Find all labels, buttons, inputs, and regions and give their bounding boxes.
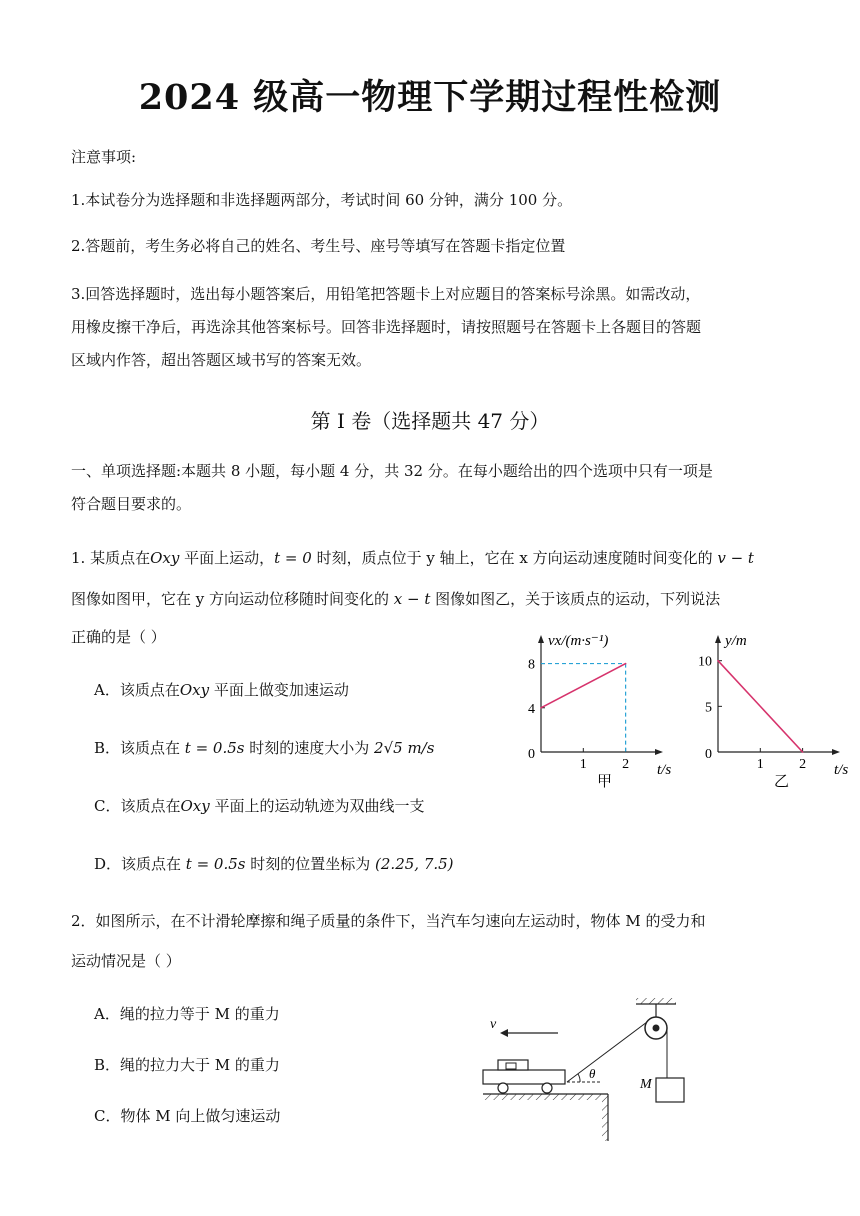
part1-instruction: 一、单项选择题:本题共 8 小题，每小题 4 分，共 32 分。在每小题给出的四个选项中只有一项是: [71, 462, 713, 480]
option-text: A．该质点在: [94, 681, 180, 699]
q1-math: v − t: [717, 549, 754, 567]
q2-option-c[interactable]: C．物体 M 向上做匀速运动: [94, 1107, 281, 1125]
x-axis-arrow-icon: [655, 749, 663, 755]
theta-label: θ: [589, 1066, 596, 1081]
ceiling-hatch: [636, 998, 676, 1004]
section-title: 第 I 卷（选择题共 47 分）: [310, 409, 550, 433]
origin-label: 0: [705, 747, 712, 762]
q1-stem-line2: [71, 588, 720, 609]
option-math: (2.25, 7.5): [375, 855, 454, 873]
q1-option-c[interactable]: [94, 795, 425, 816]
option-text: 平面上的运动轨迹为双曲线一支: [209, 797, 425, 815]
q1-option-b[interactable]: [94, 737, 434, 758]
notice-item-3: 3.回答选择题时，选出每小题答案后，用铅笔把答题卡上对应题目的答案标号涂黑。如需改动，: [71, 285, 701, 303]
q1-stem-line1: [71, 547, 754, 568]
data-point: [717, 660, 719, 662]
notice-item-3-cont: 用橡皮擦干净后，再选涂其他答案标号。回答非选择题时，请按照题号在答题卡上各题目的答题: [71, 318, 702, 336]
angle-arc: [578, 1074, 580, 1082]
y-axis-arrow-icon: [538, 635, 544, 643]
q1-option-a[interactable]: [94, 679, 349, 700]
notice-item-1: 1.本试卷分为选择题和非选择题两部分，考试时间 60 分钟，满分 100 分。: [71, 191, 573, 209]
option-math: t = 0.5s: [184, 739, 245, 757]
data-point: [625, 663, 627, 665]
velocity-label: v: [490, 1017, 497, 1032]
x-axis-label: t/s: [834, 762, 849, 778]
y-axis-arrow-icon: [715, 635, 721, 643]
pulley-axle: [653, 1025, 660, 1032]
option-math: Oxy: [179, 681, 210, 699]
series-line: [541, 664, 626, 708]
yt-chart: [685, 620, 860, 795]
chart-caption: 甲: [596, 774, 612, 790]
q1-math: Oxy: [150, 549, 180, 567]
option-text: 平面上做变加速运动: [209, 681, 349, 699]
option-math: 2√5 m/s: [374, 739, 435, 757]
block-m: [656, 1078, 684, 1102]
y-tick-label: 5: [705, 700, 712, 716]
q1-math: t = 0: [274, 549, 312, 567]
q2-option-b[interactable]: B．绳的拉力大于 M 的重力: [94, 1056, 280, 1074]
x-tick-label: 2: [622, 757, 630, 772]
q1-text: 图像如图甲，它在 y 方向运动位移随时间变化的: [71, 590, 394, 608]
q2-stem-line2: 运动情况是（ ）: [71, 952, 181, 970]
x-tick-label: 1: [756, 757, 764, 772]
part1-instruction-cont: 符合题目要求的。: [71, 495, 192, 513]
y-tick-label: 4: [528, 701, 535, 717]
q1-stem-line3: 正确的是（ ）: [71, 628, 166, 646]
arrow-head-icon: [500, 1029, 508, 1037]
x-axis-arrow-icon: [832, 749, 840, 755]
origin-label: 0: [528, 747, 535, 762]
option-text: B．该质点在: [94, 739, 185, 757]
data-point: [540, 707, 542, 709]
q1-text: 时刻，质点位于 y 轴上，它在 x 方向运动速度随时间变化的: [311, 549, 718, 567]
pulley-figure: [470, 996, 700, 1146]
notice-heading: 注意事项:: [71, 148, 137, 166]
car-body: [483, 1070, 565, 1084]
option-math: Oxy: [180, 797, 210, 815]
vt-chart: [505, 620, 685, 795]
q1-option-d[interactable]: [94, 853, 454, 874]
x-tick-label: 1: [579, 757, 587, 772]
series-line: [718, 661, 803, 752]
option-text: D．该质点在: [94, 855, 186, 873]
data-point: [802, 751, 804, 753]
q1-text: 1. 某质点在: [71, 549, 151, 567]
y-axis-label: vx/(m·s⁻¹): [548, 633, 609, 649]
chart-caption: 乙: [773, 774, 789, 790]
car-wheel: [542, 1083, 552, 1093]
option-text: 时刻的速度大小为: [244, 739, 375, 757]
notice-item-2: 2.答题前，考生务必将自己的姓名、考生号、座号等填写在答题卡指定位置: [71, 237, 566, 255]
rope-slanted: [567, 1022, 647, 1082]
mass-label: M: [640, 1077, 652, 1092]
car-window: [506, 1063, 516, 1069]
notice-item-3-cont2: 区域内作答，超出答题区域书写的答案无效。: [71, 351, 372, 369]
y-tick-label: 8: [528, 657, 535, 673]
y-axis-label: y/m: [725, 633, 747, 649]
q1-text: 图像如图乙，关于该质点的运动，下列说法: [430, 590, 721, 608]
option-text: 时刻的位置坐标为: [245, 855, 376, 873]
x-axis-label: t/s: [657, 762, 672, 778]
page-title: 2024 级高一物理下学期过程性检测: [138, 77, 722, 118]
option-text: C．该质点在: [94, 797, 181, 815]
q1-math: x − t: [393, 590, 431, 608]
q2-option-a[interactable]: A．绳的拉力等于 M 的重力: [94, 1005, 280, 1023]
car-wheel: [498, 1083, 508, 1093]
option-math: t = 0.5s: [185, 855, 246, 873]
wall-hatch: [602, 1100, 608, 1141]
y-tick-label: 10: [698, 654, 712, 670]
q1-text: 平面上运动，: [179, 549, 275, 567]
x-tick-label: 2: [799, 757, 807, 772]
ground-hatch: [483, 1094, 608, 1100]
q2-stem-line1: 2．如图所示，在不计滑轮摩擦和绳子质量的条件下，当汽车匀速向左运动时，物体 M 的受力和: [71, 912, 706, 930]
